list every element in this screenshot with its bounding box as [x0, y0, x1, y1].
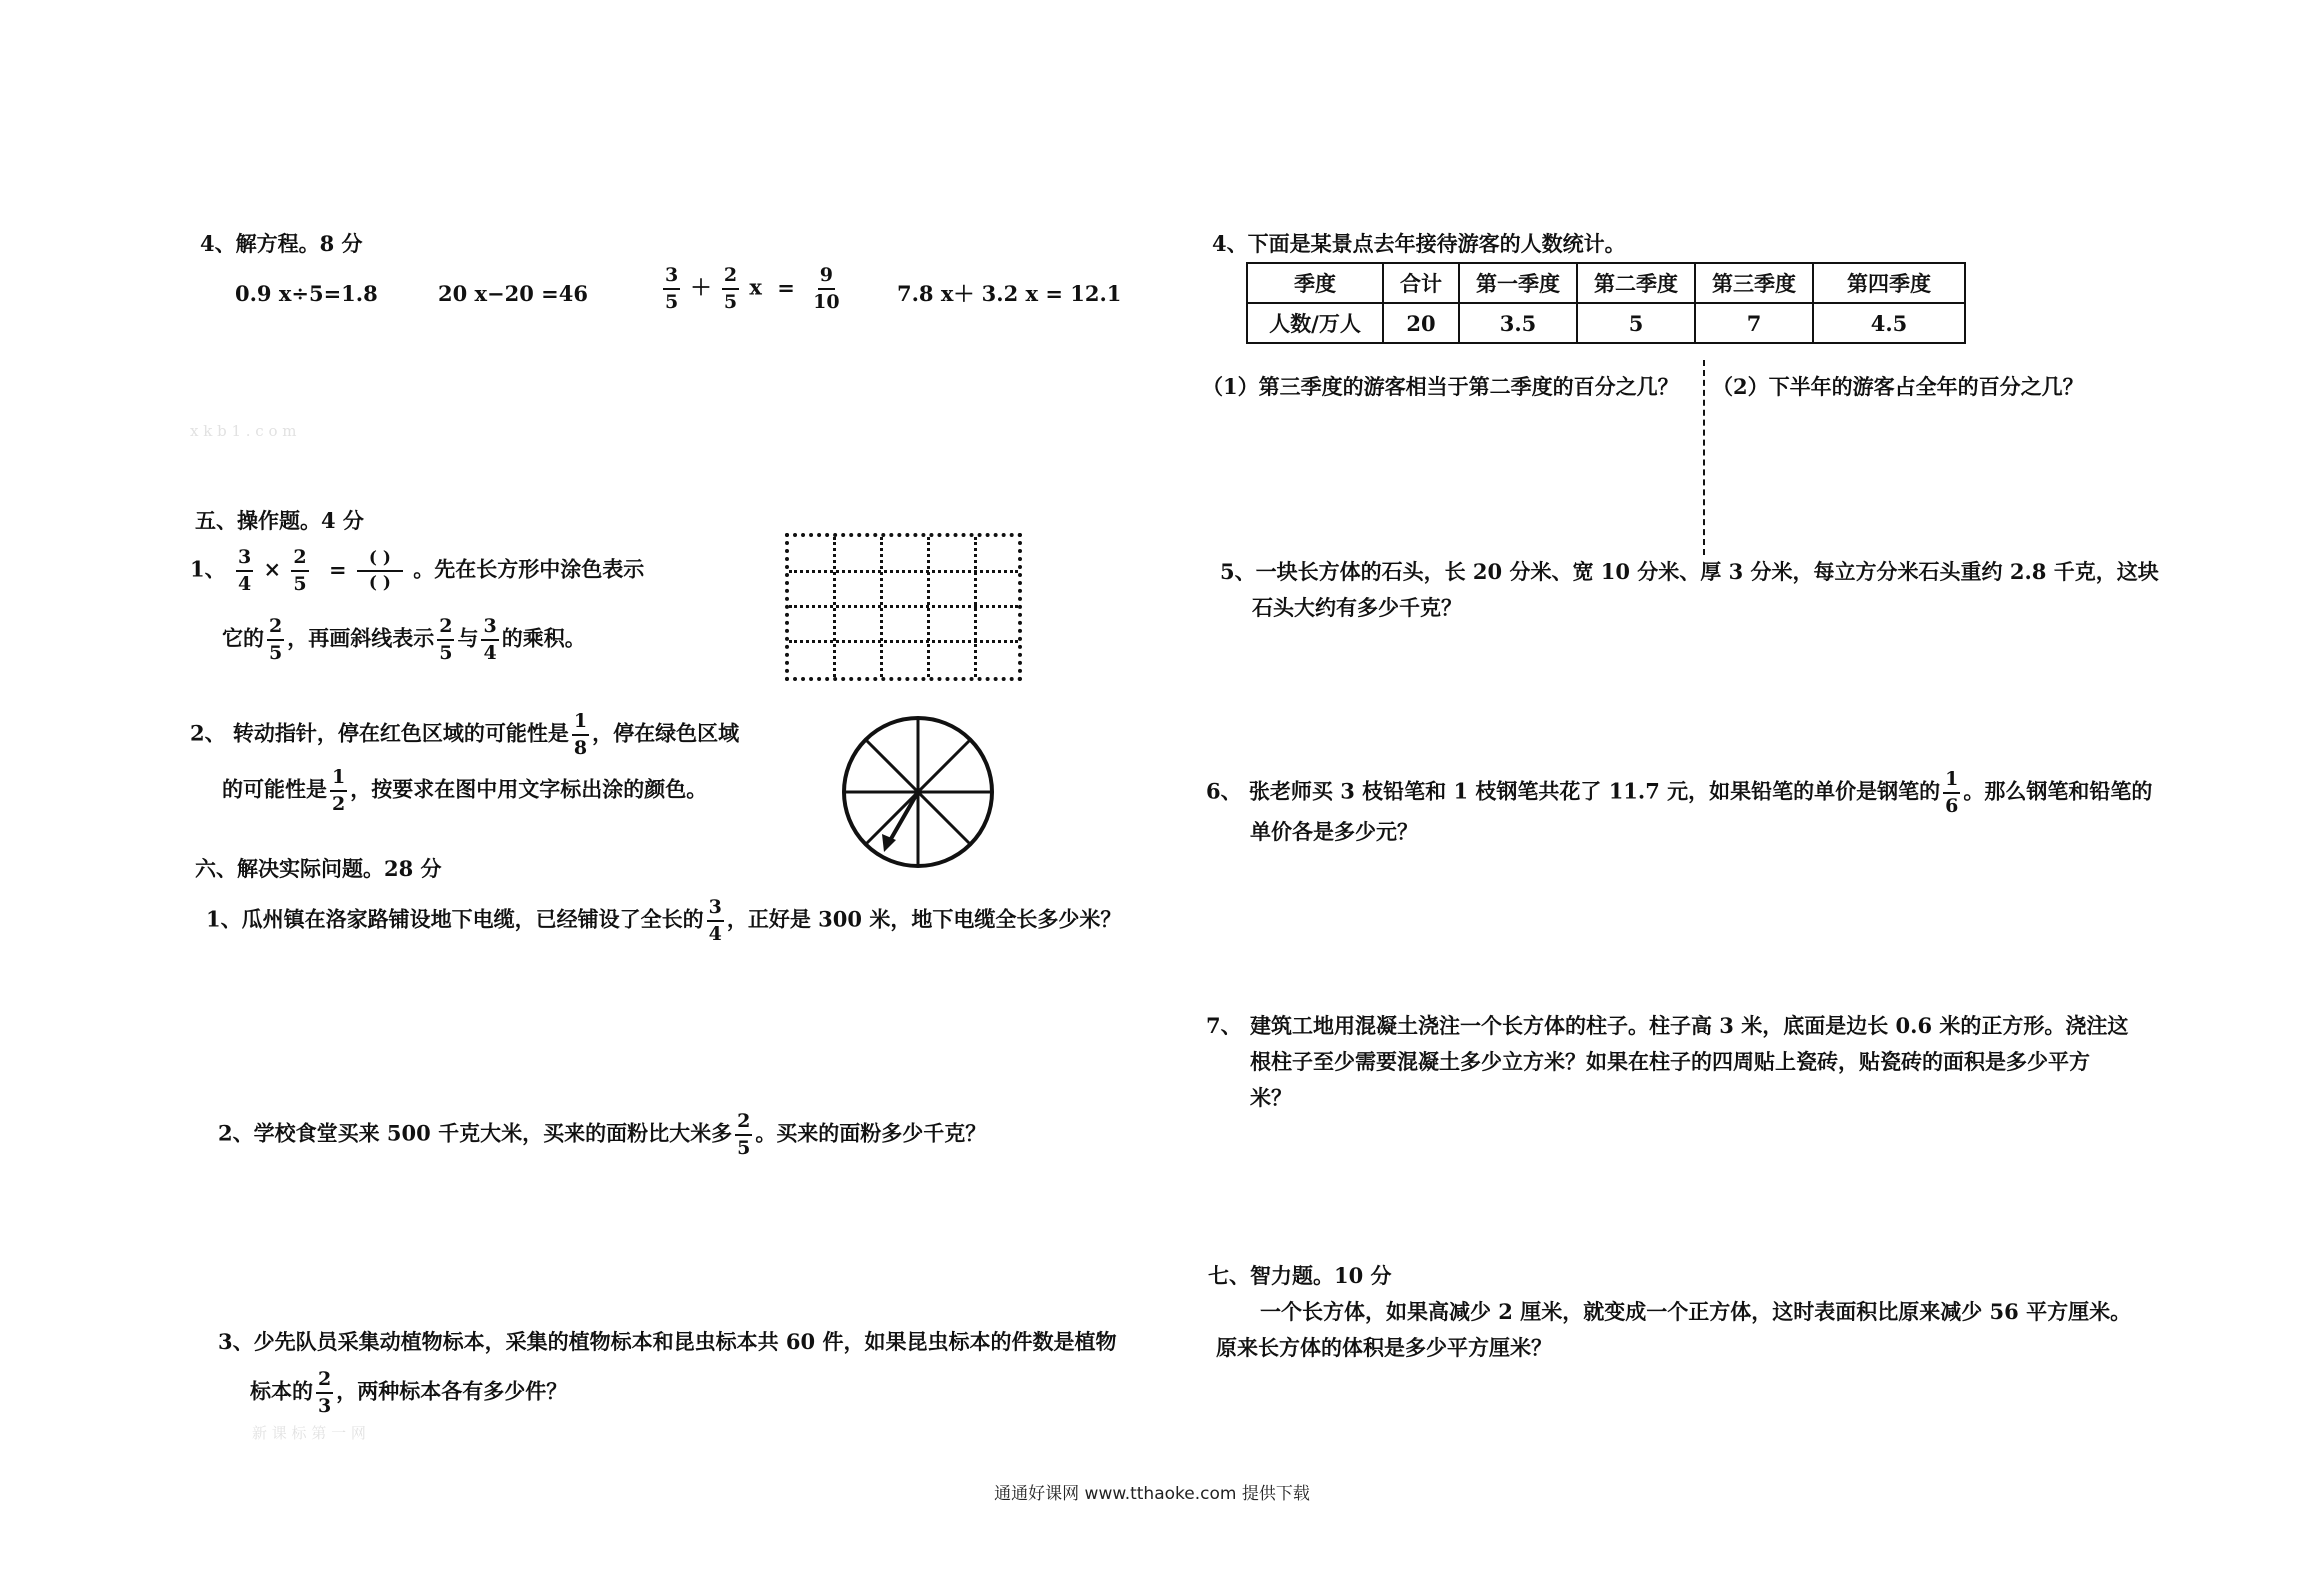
- fraction: [291, 548, 308, 594]
- denominator: 5: [269, 642, 283, 664]
- times-sign: ×: [263, 556, 282, 582]
- problem-7-number: 7、: [1206, 1013, 1242, 1038]
- denominator: 4: [483, 642, 497, 664]
- numerator: 3: [663, 266, 680, 290]
- problem-7-line2: 根柱子至少需要混凝土多少立方米？如果在柱子的四周贴上瓷砖，贴瓷砖的面积是多少平方: [1250, 1049, 2090, 1074]
- fraction: [316, 1370, 333, 1416]
- text: 它的: [222, 625, 264, 651]
- text: ，两种标本各有多少件？: [336, 1378, 568, 1404]
- denominator: 5: [665, 291, 679, 313]
- denominator: 5: [293, 573, 307, 595]
- numerator: 2: [722, 266, 739, 290]
- denominator: 4: [708, 923, 722, 945]
- text: ，停在绿色区域: [592, 720, 740, 746]
- table-header-cell: 季度: [1247, 263, 1383, 303]
- problem-1: [206, 898, 1121, 944]
- problem-7-line1: 建筑工地用混凝土浇注一个长方体的柱子。柱子高 3 米，底面是边长 0.6 米的正方形。浇注这: [1250, 1013, 2129, 1038]
- text: 标本的: [250, 1378, 313, 1404]
- fraction: [707, 898, 724, 944]
- section6-title: 六、解决实际问题。28 分: [195, 856, 442, 881]
- visitor-stats-table: [1246, 262, 1966, 344]
- question-number: 1、: [190, 556, 226, 582]
- equation-2: 20 x−20 =46: [438, 281, 589, 306]
- problem-7-line3: 米？: [1250, 1085, 1292, 1110]
- denominator: 8: [573, 737, 588, 759]
- grid-line: [789, 640, 1018, 643]
- instruction-text: 。先在长方形中涂色表示: [413, 556, 645, 582]
- denominator: 2: [332, 793, 346, 815]
- table-cell: 7: [1695, 303, 1813, 343]
- numerator-blank: ( ): [357, 550, 403, 572]
- puzzle-line2: 原来长方体的体积是多少平方厘米？: [1216, 1335, 1552, 1360]
- plus-sign: ＋: [690, 274, 712, 300]
- text: 1、瓜州镇在洛家路铺设地下电缆，已经铺设了全长的: [206, 906, 704, 932]
- variable-x: x: [749, 274, 762, 300]
- numerator: 2: [437, 617, 454, 641]
- numerator: 3: [481, 617, 498, 641]
- problem-5-line1: 5、一块长方体的石头，长 20 分米、宽 10 分米、厚 3 分米，每立方分米石头重约 2.8 千克，这块: [1220, 559, 2159, 584]
- text: 6、 张老师买 3 枝铅笔和 1 枝钢笔共花了 11.7 元，如果铅笔的单价是钢笔的: [1206, 778, 1941, 804]
- text: 2、 转动指针，停在红色区域的可能性是: [190, 720, 569, 746]
- operation-q1-line2: [222, 617, 586, 663]
- table-header-cell: 第四季度: [1813, 263, 1965, 303]
- text: 。买来的面粉多少千克？: [755, 1120, 987, 1146]
- equation-1: 0.9 x÷5=1.8: [235, 281, 378, 306]
- denominator: 10: [813, 291, 840, 313]
- table-header-cell: 第二季度: [1577, 263, 1695, 303]
- page-footer: 通通好课网 www.tthaoke.com 提供下载: [994, 1484, 1310, 1504]
- denominator: 6: [1945, 795, 1959, 817]
- text: 2、学校食堂买来 500 千克大米，买来的面粉比大米多: [218, 1120, 733, 1146]
- denominator: 4: [237, 573, 252, 595]
- grid-line: [789, 570, 1018, 573]
- equals-sign: =: [328, 556, 347, 582]
- section5-title: 五、操作题。4 分: [195, 508, 364, 533]
- fraction: [267, 617, 284, 663]
- numerator: 2: [316, 1370, 333, 1394]
- table-header-cell: 第三季度: [1695, 263, 1813, 303]
- table-header-cell: 第一季度: [1459, 263, 1577, 303]
- text: 的可能性是: [222, 776, 327, 802]
- text: 与: [457, 625, 479, 651]
- denominator: 5: [723, 291, 738, 313]
- fraction: [663, 266, 680, 312]
- numerator: 2: [735, 1112, 752, 1136]
- fraction: [330, 768, 347, 814]
- puzzle-line1: 一个长方体，如果高减少 2 厘米，就变成一个正方体，这时表面积比原来减少 56 平方厘米。: [1260, 1299, 2132, 1324]
- dashed-divider: [1703, 360, 1705, 555]
- problem-6-line1: [1206, 770, 2152, 816]
- text: ，按要求在图中用文字标出涂的颜色。: [350, 776, 708, 802]
- operation-q1-line1: [190, 548, 644, 594]
- table-cell: 3.5: [1459, 303, 1577, 343]
- numerator: 3: [236, 548, 253, 572]
- table-cell: 人数/万人: [1247, 303, 1383, 343]
- table-row: [1247, 303, 1965, 343]
- denominator: 5: [439, 642, 453, 664]
- fraction: [236, 548, 253, 594]
- dotted-rectangle-grid: [785, 533, 1022, 681]
- equals-sign: =: [777, 274, 795, 300]
- problem-3-line1: 3、少先队员采集动植物标本，采集的植物标本和昆虫标本共 60 件，如果昆虫标本的件数是植物: [218, 1329, 1117, 1354]
- text: 。那么钢笔和铅笔的: [1963, 778, 2153, 804]
- problem-2: [218, 1112, 986, 1158]
- fraction: [1943, 770, 1960, 816]
- fraction: [437, 617, 454, 663]
- faint-watermark: 新 课 标 第 一 网: [252, 1424, 366, 1442]
- stats-question-title: 4、下面是某景点去年接待游客的人数统计。: [1212, 231, 1626, 256]
- problem-6-line2: 单价各是多少元？: [1250, 819, 1418, 844]
- faint-watermark: x k b 1 . c o m: [190, 422, 297, 440]
- text: 的乘积。: [501, 625, 586, 651]
- denominator: 5: [737, 1137, 751, 1159]
- section4-title: 4、解方程。8 分: [200, 231, 363, 256]
- numerator: 2: [267, 617, 284, 641]
- text: ，正好是 300 米，地下电缆全长多少米？: [726, 906, 1122, 932]
- table-cell: 4.5: [1813, 303, 1965, 343]
- problem-3-line2: [250, 1370, 567, 1416]
- operation-q2-line2: [222, 768, 707, 814]
- operation-q2-line1: [190, 712, 739, 758]
- fraction: [481, 617, 498, 663]
- numerator: 1: [572, 712, 589, 736]
- denominator: 3: [318, 1395, 332, 1417]
- table-cell: 20: [1383, 303, 1459, 343]
- fraction: [722, 266, 739, 312]
- numerator: 9: [818, 266, 835, 290]
- numerator: 1: [1943, 770, 1960, 794]
- numerator: 3: [707, 898, 724, 922]
- subquestion-2: （2）下半年的游客占全年的百分之几？: [1712, 374, 2084, 399]
- text: ，再画斜线表示: [287, 625, 435, 651]
- table-header-row: [1247, 263, 1965, 303]
- spinner-wheel-icon: [838, 712, 998, 872]
- equation-4: 7.8 x＋ 3.2 x = 12.1: [897, 281, 1122, 306]
- fraction: [813, 266, 839, 312]
- table-cell: 5: [1577, 303, 1695, 343]
- section7-title: 七、智力题。10 分: [1208, 1263, 1392, 1288]
- denominator-blank: ( ): [368, 573, 391, 593]
- numerator: 2: [291, 548, 308, 572]
- fraction: [572, 712, 589, 758]
- table-header-cell: 合计: [1383, 263, 1459, 303]
- grid-line: [789, 605, 1018, 608]
- equation-3: [660, 266, 843, 312]
- fraction: [735, 1112, 752, 1158]
- subquestion-1: （1）第三季度的游客相当于第二季度的百分之几？: [1202, 374, 1679, 399]
- answer-blank-fraction: [357, 550, 403, 592]
- numerator: 1: [330, 768, 347, 792]
- problem-5-line2: 石头大约有多少千克？: [1252, 595, 1462, 620]
